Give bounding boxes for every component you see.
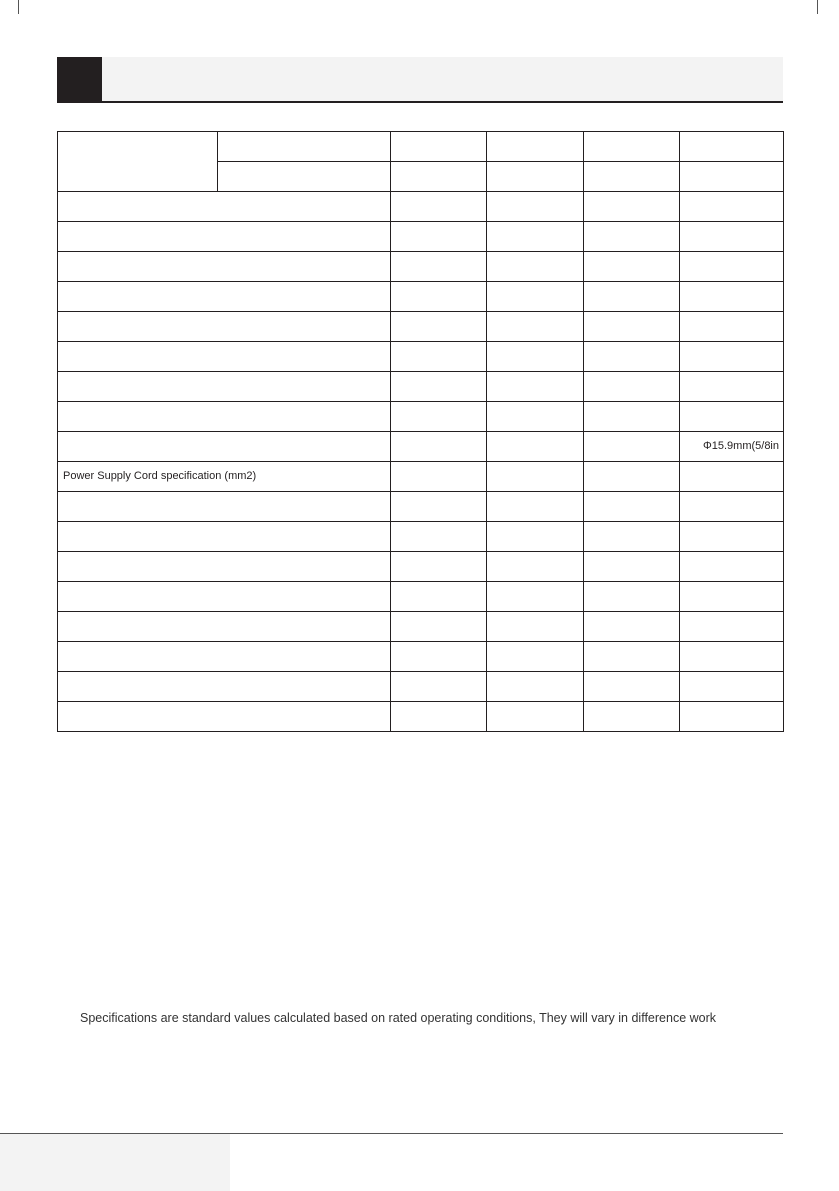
table-cell (58, 522, 391, 552)
table-cell (58, 252, 391, 282)
table-cell (391, 312, 487, 342)
table-cell (584, 702, 680, 732)
section-number-block (57, 57, 102, 101)
table-cell (680, 192, 784, 222)
table-cell (487, 642, 584, 672)
table-cell (391, 162, 487, 192)
table-cell (391, 492, 487, 522)
table-cell (391, 672, 487, 702)
table-cell (584, 252, 680, 282)
table-cell (584, 342, 680, 372)
table-cell (58, 702, 391, 732)
table-cell (218, 162, 391, 192)
table-row (58, 282, 784, 312)
table-cell (680, 312, 784, 342)
table-cell (584, 552, 680, 582)
table-cell (487, 432, 584, 462)
table-cell (680, 462, 784, 492)
table-cell (391, 132, 487, 162)
pipe-size-value: Φ15.9mm(5/8in (680, 432, 784, 462)
table-cell (487, 552, 584, 582)
table-cell (391, 372, 487, 402)
table-row (58, 582, 784, 612)
table-cell (391, 522, 487, 552)
table-cell (487, 582, 584, 612)
table-cell (391, 462, 487, 492)
table-cell (680, 282, 784, 312)
table-cell (218, 132, 391, 162)
table-cell (584, 672, 680, 702)
table-row (58, 402, 784, 432)
table-row (58, 702, 784, 732)
table-row (58, 522, 784, 552)
table-cell (487, 462, 584, 492)
table-row (58, 222, 784, 252)
table-row (58, 372, 784, 402)
table-cell (391, 552, 487, 582)
table-cell (584, 312, 680, 342)
table-cell (391, 282, 487, 312)
table-cell (584, 162, 680, 192)
footer-box (0, 1134, 230, 1191)
section-header-bar (57, 57, 783, 101)
table-cell (391, 192, 487, 222)
table-cell (487, 402, 584, 432)
table-cell (584, 462, 680, 492)
table-cell (584, 222, 680, 252)
table-cell (391, 402, 487, 432)
table-cell (680, 252, 784, 282)
table-cell (680, 222, 784, 252)
table-cell (584, 432, 680, 462)
table-cell (58, 642, 391, 672)
table-cell (58, 312, 391, 342)
table-cell (487, 342, 584, 372)
table-cell (391, 582, 487, 612)
table-row (58, 612, 784, 642)
table-cell (584, 372, 680, 402)
table-cell (58, 372, 391, 402)
table-row (58, 492, 784, 522)
table-cell (487, 372, 584, 402)
table-cell (58, 342, 391, 372)
table-cell (391, 612, 487, 642)
table-row (58, 552, 784, 582)
table-cell (487, 672, 584, 702)
section-header-rule (57, 101, 783, 103)
table-cell (58, 582, 391, 612)
table-cell (680, 522, 784, 552)
table-header-row (58, 132, 784, 162)
table-cell (680, 162, 784, 192)
specifications-footnote: Specifications are standard values calculated based on rated operating conditions, They will vary in difference work (80, 1011, 717, 1025)
table-cell (58, 222, 391, 252)
table-row (58, 462, 784, 492)
table-row (58, 342, 784, 372)
crop-mark-left (18, 0, 19, 14)
table-cell (584, 282, 680, 312)
table-row (58, 642, 784, 672)
table-cell (680, 642, 784, 672)
table-cell (487, 612, 584, 642)
table-cell (680, 492, 784, 522)
table-cell (680, 372, 784, 402)
table-cell (487, 162, 584, 192)
table-cell (584, 642, 680, 672)
table-cell (680, 342, 784, 372)
table-cell (58, 432, 391, 462)
power-cord-label: Power Supply Cord specification (mm2) (58, 462, 391, 492)
table-cell (391, 702, 487, 732)
table-cell (487, 132, 584, 162)
table-cell (487, 702, 584, 732)
table-cell (584, 582, 680, 612)
table-row (58, 432, 784, 462)
table-cell (487, 222, 584, 252)
table-cell (58, 672, 391, 702)
table-cell (584, 612, 680, 642)
table-row (58, 672, 784, 702)
table-cell (487, 312, 584, 342)
table-cell (487, 192, 584, 222)
table-cell (584, 522, 680, 552)
table-cell (680, 582, 784, 612)
table-row (58, 312, 784, 342)
crop-mark-right (817, 0, 818, 14)
table-cell (584, 492, 680, 522)
specifications-table (57, 131, 784, 732)
table-cell (391, 432, 487, 462)
table-cell (584, 132, 680, 162)
table-cell (58, 402, 391, 432)
table-cell (584, 192, 680, 222)
table-cell (487, 522, 584, 552)
table-corner-cell (58, 132, 218, 192)
table-cell (58, 612, 391, 642)
table-cell (58, 282, 391, 312)
table-cell (680, 402, 784, 432)
table-cell (680, 702, 784, 732)
table-cell (391, 252, 487, 282)
table-cell (58, 192, 391, 222)
table-cell (487, 282, 584, 312)
table-cell (58, 492, 391, 522)
table-cell (487, 252, 584, 282)
table-cell (584, 402, 680, 432)
table-cell (680, 132, 784, 162)
table-cell (391, 342, 487, 372)
table-cell (680, 612, 784, 642)
table-row (58, 192, 784, 222)
table-cell (58, 552, 391, 582)
table-cell (680, 552, 784, 582)
table-cell (391, 642, 487, 672)
table-cell (680, 672, 784, 702)
table-cell (487, 492, 584, 522)
table-row (58, 252, 784, 282)
table-cell (391, 222, 487, 252)
